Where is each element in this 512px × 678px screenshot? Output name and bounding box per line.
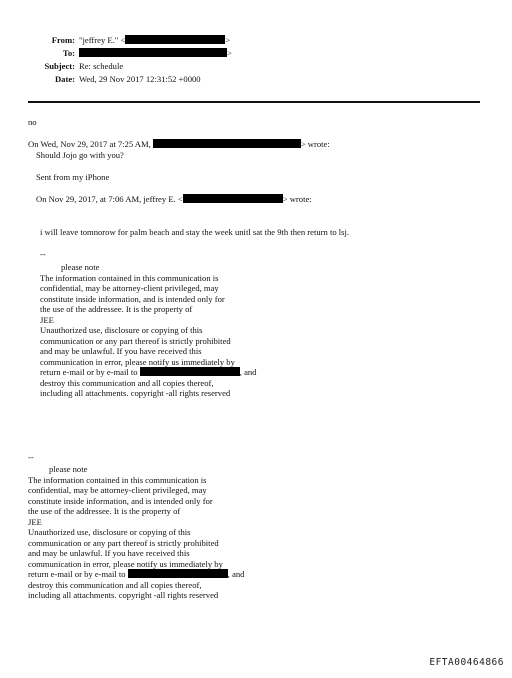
redaction-block bbox=[140, 367, 240, 376]
header-date-row bbox=[0, 74, 201, 85]
redaction-block bbox=[183, 194, 283, 203]
redaction-block bbox=[153, 139, 301, 148]
from-value: "jeffrey E." < bbox=[79, 35, 126, 45]
date-label: Date: bbox=[54, 74, 75, 84]
inner-disclaimer-email-line bbox=[40, 367, 256, 378]
email-line-prefix: return e-mail or by e-mail to bbox=[40, 367, 138, 377]
quote1-suffix: > wrote: bbox=[300, 139, 330, 149]
header-to-row bbox=[0, 48, 232, 59]
redaction-block bbox=[128, 569, 228, 578]
outer-disclaimer-line: the use of the addressee. It is the property of bbox=[28, 506, 181, 516]
reply-text: no bbox=[28, 117, 37, 127]
outer-disclaimer-line: communication or any part thereof is strictly prohibited bbox=[28, 537, 219, 548]
inner-disclaimer-line: Unauthorized use, disclosure or copying of this bbox=[40, 325, 203, 335]
quote1-signature: Sent from my iPhone bbox=[36, 172, 110, 182]
outer-disclaimer-title: please note bbox=[49, 464, 88, 474]
quote2-suffix: > wrote: bbox=[282, 194, 312, 204]
inner-disclaimer bbox=[40, 262, 256, 399]
outer-disclaimer-line: including all attachments. copyright -all rights reserved bbox=[28, 590, 219, 600]
quote1-attribution bbox=[28, 139, 330, 150]
quote2-text: i will leave tomnorow for palm beach and stay the week unitl sat the 9th then return to lsj. bbox=[40, 227, 350, 237]
outer-disclaimer-line: JEE bbox=[28, 516, 42, 527]
inner-disclaimer-line: communication or any part thereof is strictly prohibited bbox=[40, 335, 231, 346]
outer-disclaimer-line: and may be unlawful. If you have received this bbox=[28, 548, 190, 558]
inner-disclaimer-line: confidential, may be attorney-client privileged, may bbox=[40, 283, 219, 293]
quote2-attribution bbox=[36, 194, 312, 205]
outer-disclaimer-line: constitute inside information, and is intended only for bbox=[28, 495, 213, 506]
from-label: From: bbox=[51, 35, 75, 45]
header-from-row bbox=[0, 35, 230, 46]
inner-disclaimer-title: please note bbox=[61, 262, 100, 272]
inner-disclaimer-line: constitute inside information, and is intended only for bbox=[40, 293, 225, 304]
outer-disclaimer-line: Unauthorized use, disclosure or copying of this bbox=[28, 527, 191, 537]
outer-disclaimer-email-line bbox=[28, 569, 244, 580]
bates-number: EFTA00464866 bbox=[429, 656, 504, 668]
from-value-suffix: > bbox=[225, 35, 231, 45]
subject-label: Subject: bbox=[44, 61, 75, 71]
to-value-suffix: > bbox=[227, 48, 232, 58]
quote1-text: Should Jojo go with you? bbox=[36, 150, 124, 160]
inner-disclaimer-line: communication in error, please notify us immediately by bbox=[40, 356, 235, 367]
inner-disclaimer-line: including all attachments. copyright -all rights reserved bbox=[40, 388, 231, 398]
outer-disclaimer-dashes: -- bbox=[28, 452, 34, 462]
header-subject-row bbox=[0, 61, 123, 72]
redaction-block bbox=[125, 35, 225, 44]
inner-disclaimer-line: JEE bbox=[40, 314, 54, 325]
quote1-prefix: On Wed, Nov 29, 2017 at 7:25 AM, bbox=[28, 139, 151, 149]
inner-disclaimer-line: The information contained in this communication is bbox=[40, 272, 219, 283]
to-label: To: bbox=[62, 48, 75, 58]
subject-value: Re: schedule bbox=[79, 61, 124, 71]
inner-disclaimer-line: the use of the addressee. It is the property of bbox=[40, 304, 193, 314]
outer-disclaimer-line: communication in error, please notify us immediately by bbox=[28, 558, 223, 569]
email-line-prefix: return e-mail or by e-mail to bbox=[28, 569, 126, 579]
inner-disclaimer-line: destroy this communication and all copies thereof, bbox=[40, 377, 214, 388]
outer-disclaimer-line: destroy this communication and all copies thereof, bbox=[28, 579, 202, 590]
outer-disclaimer-line: confidential, may be attorney-client privileged, may bbox=[28, 485, 207, 495]
date-value: Wed, 29 Nov 2017 12:31:52 +0000 bbox=[79, 74, 201, 84]
header-divider bbox=[28, 101, 480, 103]
redaction-block bbox=[79, 48, 227, 57]
email-line-suffix: , and bbox=[227, 569, 245, 579]
outer-disclaimer-line: The information contained in this communication is bbox=[28, 474, 207, 485]
quote2-prefix: On Nov 29, 2017, at 7:06 AM, jeffrey E. < bbox=[36, 194, 183, 204]
outer-disclaimer bbox=[28, 464, 244, 601]
inner-disclaimer-dashes: -- bbox=[40, 249, 46, 259]
inner-disclaimer-line: and may be unlawful. If you have received this bbox=[40, 346, 202, 356]
email-line-suffix: , and bbox=[239, 367, 257, 377]
